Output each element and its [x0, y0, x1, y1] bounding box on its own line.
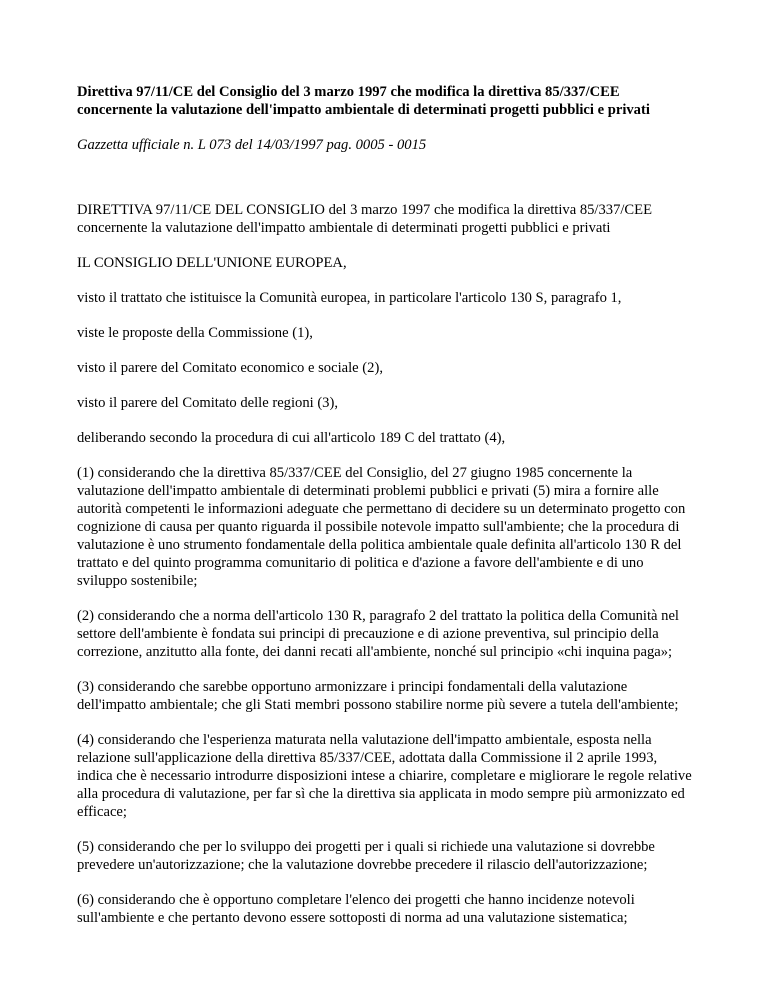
consideration-2: (2) considerando che a norma dell'articolo 130 R, paragrafo 2 del trattato la politica della Comunità nel settore dell'ambiente è fondata sui principi di precauzione e di azione preventiva, sul principio della correzione, anzitutto alla fonte, dei danni recati all'ambiente, nonché sul principio «chi inquina paga»;	[77, 608, 679, 660]
consideration-6: (6) considerando che è opportuno completare l'elenco dei progetti che hanno incidenze notevoli sull'ambiente e che pertanto devono essere sottoposti di norma ad una valutazione sistematica;	[77, 892, 635, 926]
recital-parere-regioni: visto il parere del Comitato delle regioni (3),	[77, 395, 338, 411]
consideration-5: (5) considerando che per lo sviluppo dei progetti per i quali si richiede una valutazione si dovrebbe prevedere un'autorizzazione; che la valutazione dovrebbe precedere il rilascio dell'autorizzazione;	[77, 839, 655, 873]
recital-visto-trattato: visto il trattato che istituisce la Comunità europea, in particolare l'articolo 130 S, paragrafo 1,	[77, 290, 622, 306]
consideration-3: (3) considerando che sarebbe opportuno armonizzare i principi fondamentali della valutazione dell'impatto ambientale; che gli Stati membri possono stabilire norme più severe a tutela dell'ambiente;	[77, 679, 679, 713]
gazette-reference: Gazzetta ufficiale n. L 073 del 14/03/1997 pag. 0005 - 0015	[77, 137, 427, 153]
document-title: Direttiva 97/11/CE del Consiglio del 3 marzo 1997 che modifica la direttiva 85/337/CEE concernente la valutazione dell'impatto ambientale di determinati progetti pubblici e privati	[77, 84, 650, 118]
directive-heading: DIRETTIVA 97/11/CE DEL CONSIGLIO del 3 marzo 1997 che modifica la direttiva 85/337/CEE concernente la valutazione dell'impatto ambientale di determinati progetti pubblici e privati	[77, 202, 652, 236]
recital-viste-proposte: viste le proposte della Commissione (1),	[77, 325, 313, 341]
recital-deliberando: deliberando secondo la procedura di cui all'articolo 189 C del trattato (4),	[77, 430, 506, 446]
council-heading: IL CONSIGLIO DELL'UNIONE EUROPEA,	[77, 255, 347, 271]
consideration-4: (4) considerando che l'esperienza maturata nella valutazione dell'impatto ambientale, esposta nella relazione sull'applicazione della direttiva 85/337/CEE, adottata dalla Commissione il 2 aprile 1993, indica che è necessario introdurre disposizioni intese a chiarire, completare e migliorare le regole relative alla procedura di valutazione, per far sì che la direttiva sia applicata in modo sempre più armonizzato ed efficace;	[77, 732, 692, 820]
recital-parere-cese: visto il parere del Comitato economico e sociale (2),	[77, 360, 383, 376]
consideration-1: (1) considerando che la direttiva 85/337/CEE del Consiglio, del 27 giugno 1985 concernente la valutazione dell'impatto ambientale di determinati problemi pubblici e privati (5) mira a fornire alle autorità competenti le informazioni adeguate che permettano di decidere su un determinato progetto con cognizione di causa per quanto riguarda il possibile notevole impatto sull'ambiente; che la procedura di valutazione è uno strumento fondamentale della politica ambientale quale definita all'articolo 130 R del trattato e del quinto programma comunitario di politica e d'azione a favore dell'ambiente e di uno sviluppo sostenibile;	[77, 465, 686, 589]
